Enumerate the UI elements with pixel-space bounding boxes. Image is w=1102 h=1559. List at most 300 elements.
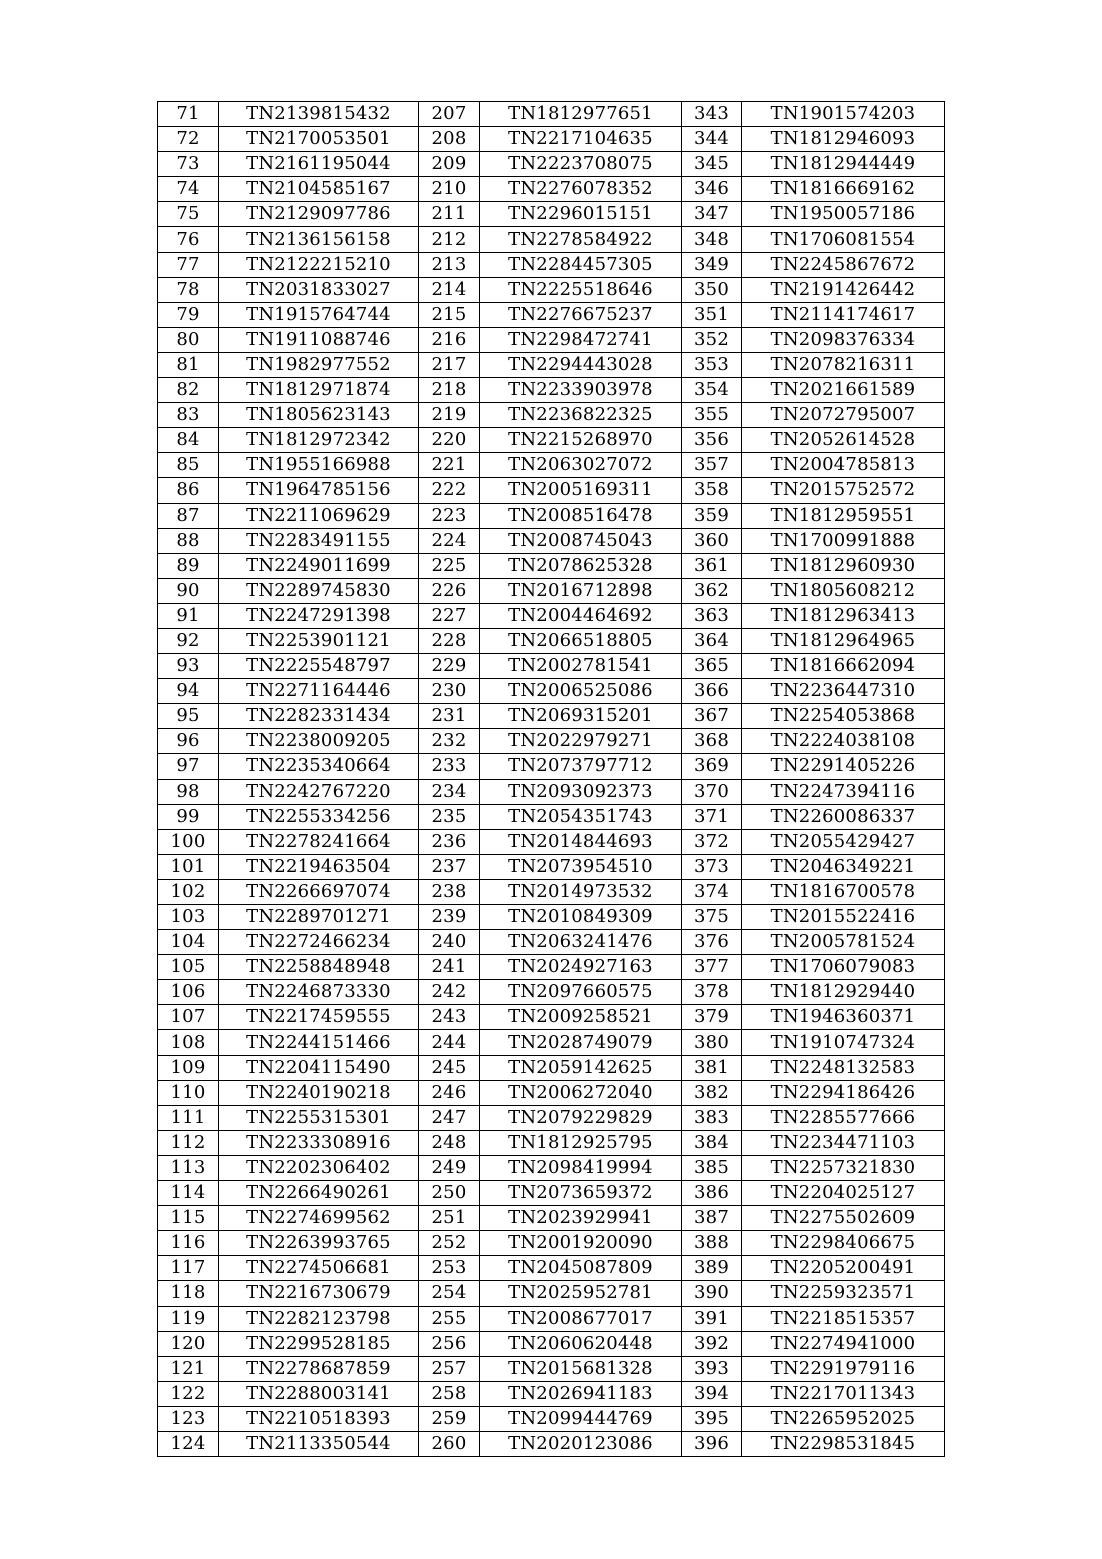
tn-code-cell: TN2024927163 — [480, 955, 682, 980]
serial-number-cell: 122 — [158, 1381, 219, 1406]
serial-number-cell: 249 — [419, 1155, 480, 1180]
tn-code-cell: TN2246873330 — [219, 980, 419, 1005]
tn-code-cell: TN2204025127 — [742, 1181, 945, 1206]
serial-number-cell: 227 — [419, 603, 480, 628]
tn-code-cell: TN2289745830 — [219, 578, 419, 603]
tn-code-cell: TN2274699562 — [219, 1206, 419, 1231]
serial-number-cell: 96 — [158, 729, 219, 754]
serial-number-cell: 221 — [419, 453, 480, 478]
tn-code-cell: TN1706079083 — [742, 955, 945, 980]
serial-number-cell: 111 — [158, 1105, 219, 1130]
serial-number-cell: 100 — [158, 829, 219, 854]
tn-code-cell: TN2060620448 — [480, 1331, 682, 1356]
tn-code-cell: TN2004464692 — [480, 603, 682, 628]
table-row — [158, 277, 945, 302]
table-row — [158, 327, 945, 352]
serial-number-cell: 244 — [419, 1030, 480, 1055]
tn-code-cell: TN2001920090 — [480, 1231, 682, 1256]
serial-number-cell: 252 — [419, 1231, 480, 1256]
tn-code-cell: TN2291979116 — [742, 1356, 945, 1381]
serial-number-cell: 102 — [158, 879, 219, 904]
serial-number-cell: 375 — [682, 905, 742, 930]
tn-code-cell: TN1805608212 — [742, 578, 945, 603]
serial-number-cell: 242 — [419, 980, 480, 1005]
tn-code-cell: TN2238009205 — [219, 729, 419, 754]
serial-number-cell: 256 — [419, 1331, 480, 1356]
tn-code-cell: TN2259323571 — [742, 1281, 945, 1306]
table-row — [158, 1055, 945, 1080]
tn-code-cell: TN1955166988 — [219, 453, 419, 478]
serial-number-cell: 219 — [419, 403, 480, 428]
serial-number-cell: 367 — [682, 704, 742, 729]
tn-code-cell: TN1812963413 — [742, 603, 945, 628]
serial-number-cell: 232 — [419, 729, 480, 754]
table-row — [158, 578, 945, 603]
tn-code-cell: TN2283491155 — [219, 528, 419, 553]
serial-number-cell: 106 — [158, 980, 219, 1005]
tn-code-cell: TN2234471103 — [742, 1130, 945, 1155]
tn-code-cell: TN1946360371 — [742, 1005, 945, 1030]
table-row — [158, 879, 945, 904]
tn-code-cell: TN2245867672 — [742, 252, 945, 277]
serial-number-cell: 209 — [419, 152, 480, 177]
tn-code-cell: TN2275502609 — [742, 1206, 945, 1231]
serial-number-cell: 379 — [682, 1005, 742, 1030]
serial-number-cell: 235 — [419, 804, 480, 829]
tn-code-cell: TN2016712898 — [480, 578, 682, 603]
tn-code-cell: TN1950057186 — [742, 202, 945, 227]
serial-number-cell: 373 — [682, 854, 742, 879]
table-row — [158, 1331, 945, 1356]
tn-code-cell: TN2079229829 — [480, 1105, 682, 1130]
tn-code-cell: TN2002781541 — [480, 654, 682, 679]
table-row — [158, 704, 945, 729]
serial-number-cell: 103 — [158, 905, 219, 930]
tn-code-cell: TN2008516478 — [480, 503, 682, 528]
tn-code-cell: TN2288003141 — [219, 1381, 419, 1406]
tn-code-cell: TN2274506681 — [219, 1256, 419, 1281]
tn-code-cell: TN2093092373 — [480, 779, 682, 804]
tn-code-cell: TN2278584922 — [480, 227, 682, 252]
serial-number-cell: 123 — [158, 1406, 219, 1431]
table-row — [158, 202, 945, 227]
serial-number-cell: 229 — [419, 654, 480, 679]
tn-code-cell: TN2235340664 — [219, 754, 419, 779]
table-row — [158, 905, 945, 930]
serial-number-cell: 253 — [419, 1256, 480, 1281]
serial-number-cell: 212 — [419, 227, 480, 252]
serial-number-cell: 77 — [158, 252, 219, 277]
serial-number-cell: 352 — [682, 327, 742, 352]
table-row — [158, 302, 945, 327]
table-row — [158, 930, 945, 955]
tn-code-cell: TN2063241476 — [480, 930, 682, 955]
table-row — [158, 352, 945, 377]
tn-code-cell: TN2278241664 — [219, 829, 419, 854]
serial-number-cell: 71 — [158, 102, 219, 127]
serial-number-cell: 90 — [158, 578, 219, 603]
serial-number-cell: 210 — [419, 177, 480, 202]
tn-code-cell: TN1812977651 — [480, 102, 682, 127]
table-row — [158, 654, 945, 679]
tn-code-cell: TN2254053868 — [742, 704, 945, 729]
tn-code-cell: TN1911088746 — [219, 327, 419, 352]
serial-number-cell: 386 — [682, 1181, 742, 1206]
tn-code-cell: TN2055429427 — [742, 829, 945, 854]
tn-code-cell: TN1812929440 — [742, 980, 945, 1005]
tn-code-cell: TN2271164446 — [219, 679, 419, 704]
tn-code-cell: TN2063027072 — [480, 453, 682, 478]
tn-code-cell: TN2097660575 — [480, 980, 682, 1005]
table-row — [158, 679, 945, 704]
tn-code-cell: TN2004785813 — [742, 453, 945, 478]
tn-code-cell: TN2072795007 — [742, 403, 945, 428]
tn-code-cell: TN1812964965 — [742, 628, 945, 653]
tn-code-cell: TN2218515357 — [742, 1306, 945, 1331]
tn-code-cell: TN2298406675 — [742, 1231, 945, 1256]
tn-code-cell: TN1700991888 — [742, 528, 945, 553]
tn-code-cell: TN2289701271 — [219, 905, 419, 930]
tn-code-cell: TN2026941183 — [480, 1381, 682, 1406]
table-row — [158, 628, 945, 653]
tn-code-cell: TN2098419994 — [480, 1155, 682, 1180]
serial-number-cell: 396 — [682, 1431, 742, 1456]
table-row — [158, 503, 945, 528]
serial-number-cell: 79 — [158, 302, 219, 327]
table-row — [158, 754, 945, 779]
table-row — [158, 1356, 945, 1381]
serial-number-cell: 387 — [682, 1206, 742, 1231]
serial-number-cell: 394 — [682, 1381, 742, 1406]
tn-code-cell: TN2202306402 — [219, 1155, 419, 1180]
table-row — [158, 1306, 945, 1331]
serial-number-cell: 378 — [682, 980, 742, 1005]
serial-number-cell: 355 — [682, 403, 742, 428]
serial-number-cell: 237 — [419, 854, 480, 879]
tn-code-cell: TN2129097786 — [219, 202, 419, 227]
table-row — [158, 1030, 945, 1055]
tn-code-cell: TN2258848948 — [219, 955, 419, 980]
serial-number-cell: 380 — [682, 1030, 742, 1055]
serial-number-cell: 347 — [682, 202, 742, 227]
tn-code-cell: TN2073797712 — [480, 754, 682, 779]
table-row — [158, 1281, 945, 1306]
tn-code-cell: TN2015681328 — [480, 1356, 682, 1381]
serial-number-cell: 115 — [158, 1206, 219, 1231]
table-row — [158, 1231, 945, 1256]
serial-number-cell: 216 — [419, 327, 480, 352]
serial-number-cell: 251 — [419, 1206, 480, 1231]
tn-code-cell: TN2217104635 — [480, 127, 682, 152]
tn-code-cell: TN2215268970 — [480, 428, 682, 453]
tn-code-cell: TN2170053501 — [219, 127, 419, 152]
tn-code-cell: TN2255334256 — [219, 804, 419, 829]
tn-code-cell: TN2260086337 — [742, 804, 945, 829]
serial-number-cell: 247 — [419, 1105, 480, 1130]
serial-number-cell: 371 — [682, 804, 742, 829]
serial-number-cell: 238 — [419, 879, 480, 904]
serial-number-cell: 85 — [158, 453, 219, 478]
serial-number-cell: 236 — [419, 829, 480, 854]
serial-number-cell: 392 — [682, 1331, 742, 1356]
serial-number-cell: 94 — [158, 679, 219, 704]
table-row — [158, 804, 945, 829]
table-row — [158, 378, 945, 403]
tn-code-cell: TN2078625328 — [480, 553, 682, 578]
serial-number-cell: 389 — [682, 1256, 742, 1281]
serial-number-cell: 383 — [682, 1105, 742, 1130]
table-row — [158, 177, 945, 202]
serial-number-cell: 240 — [419, 930, 480, 955]
serial-number-cell: 370 — [682, 779, 742, 804]
serial-number-cell: 363 — [682, 603, 742, 628]
serial-number-cell: 362 — [682, 578, 742, 603]
tn-code-cell: TN2249011699 — [219, 553, 419, 578]
serial-number-cell: 233 — [419, 754, 480, 779]
serial-number-cell: 76 — [158, 227, 219, 252]
serial-number-cell: 255 — [419, 1306, 480, 1331]
tn-code-cell: TN1812959551 — [742, 503, 945, 528]
table-row — [158, 829, 945, 854]
tn-code-cell: TN2054351743 — [480, 804, 682, 829]
tn-code-cell: TN2122215210 — [219, 252, 419, 277]
tn-code-cell: TN1915764744 — [219, 302, 419, 327]
table-row — [158, 453, 945, 478]
serial-number-cell: 117 — [158, 1256, 219, 1281]
serial-number-cell: 353 — [682, 352, 742, 377]
tn-code-cell: TN2059142625 — [480, 1055, 682, 1080]
serial-number-cell: 234 — [419, 779, 480, 804]
serial-number-cell: 357 — [682, 453, 742, 478]
tn-code-cell: TN1812971874 — [219, 378, 419, 403]
serial-number-cell: 108 — [158, 1030, 219, 1055]
tn-code-cell: TN2006525086 — [480, 679, 682, 704]
tn-code-cell: TN2257321830 — [742, 1155, 945, 1180]
serial-number-cell: 374 — [682, 879, 742, 904]
tn-code-cell: TN1812944449 — [742, 152, 945, 177]
tn-code-cell: TN2233903978 — [480, 378, 682, 403]
tn-code-cell: TN2248132583 — [742, 1055, 945, 1080]
serial-number-cell: 231 — [419, 704, 480, 729]
tn-code-cell: TN2282123798 — [219, 1306, 419, 1331]
serial-number-cell: 217 — [419, 352, 480, 377]
table-row — [158, 403, 945, 428]
serial-number-cell: 116 — [158, 1231, 219, 1256]
serial-number-cell: 259 — [419, 1406, 480, 1431]
tn-code-cell: TN2023929941 — [480, 1206, 682, 1231]
serial-number-cell: 97 — [158, 754, 219, 779]
tn-code-cell: TN2136156158 — [219, 227, 419, 252]
tn-code-cell: TN2255315301 — [219, 1105, 419, 1130]
tn-code-cell: TN2009258521 — [480, 1005, 682, 1030]
serial-number-cell: 228 — [419, 628, 480, 653]
serial-number-cell: 226 — [419, 578, 480, 603]
table-row — [158, 227, 945, 252]
table-row — [158, 1080, 945, 1105]
serial-number-cell: 372 — [682, 829, 742, 854]
serial-number-cell: 207 — [419, 102, 480, 127]
serial-number-cell: 124 — [158, 1431, 219, 1456]
tn-code-cell: TN2266697074 — [219, 879, 419, 904]
serial-number-cell: 384 — [682, 1130, 742, 1155]
serial-number-cell: 348 — [682, 227, 742, 252]
table-row — [158, 955, 945, 980]
tn-code-cell: TN2008745043 — [480, 528, 682, 553]
table-row — [158, 127, 945, 152]
tn-code-cell: TN2291405226 — [742, 754, 945, 779]
serial-number-cell: 72 — [158, 127, 219, 152]
serial-number-cell: 118 — [158, 1281, 219, 1306]
table-row — [158, 779, 945, 804]
tn-code-cell: TN2104585167 — [219, 177, 419, 202]
tn-code-cell: TN1964785156 — [219, 478, 419, 503]
serial-number-cell: 112 — [158, 1130, 219, 1155]
tn-code-cell: TN2006272040 — [480, 1080, 682, 1105]
tn-code-cell: TN2236447310 — [742, 679, 945, 704]
tn-code-cell: TN2005781524 — [742, 930, 945, 955]
serial-number-cell: 78 — [158, 277, 219, 302]
serial-number-cell: 381 — [682, 1055, 742, 1080]
table-row — [158, 854, 945, 879]
serial-number-cell: 80 — [158, 327, 219, 352]
tn-code-cell: TN2073954510 — [480, 854, 682, 879]
serial-number-cell: 360 — [682, 528, 742, 553]
tn-code-cell: TN2294186426 — [742, 1080, 945, 1105]
serial-number-cell: 365 — [682, 654, 742, 679]
tn-code-cell: TN2204115490 — [219, 1055, 419, 1080]
tn-code-cell: TN2098376334 — [742, 327, 945, 352]
tn-code-cell: TN2099444769 — [480, 1406, 682, 1431]
serial-number-cell: 218 — [419, 378, 480, 403]
table-row — [158, 1406, 945, 1431]
serial-number-cell: 119 — [158, 1306, 219, 1331]
table-row — [158, 528, 945, 553]
serial-number-cell: 214 — [419, 277, 480, 302]
tn-code-cell: TN2021661589 — [742, 378, 945, 403]
serial-number-cell: 361 — [682, 553, 742, 578]
tn-code-cell: TN2073659372 — [480, 1181, 682, 1206]
tn-code-cell: TN2114174617 — [742, 302, 945, 327]
tn-code-cell: TN2272466234 — [219, 930, 419, 955]
tn-code-cell: TN2078216311 — [742, 352, 945, 377]
serial-number-cell: 98 — [158, 779, 219, 804]
serial-number-cell: 390 — [682, 1281, 742, 1306]
table-row — [158, 1181, 945, 1206]
serial-number-cell: 369 — [682, 754, 742, 779]
tn-code-cell: TN2217011343 — [742, 1381, 945, 1406]
table-body — [158, 102, 945, 1457]
serial-number-cell: 385 — [682, 1155, 742, 1180]
tn-code-cell: TN2242767220 — [219, 779, 419, 804]
table-row — [158, 252, 945, 277]
table-row — [158, 603, 945, 628]
tn-code-cell: TN2022979271 — [480, 729, 682, 754]
tn-code-cell: TN2020123086 — [480, 1431, 682, 1456]
serial-number-cell: 91 — [158, 603, 219, 628]
serial-number-cell: 368 — [682, 729, 742, 754]
serial-number-cell: 110 — [158, 1080, 219, 1105]
serial-number-cell: 74 — [158, 177, 219, 202]
tn-code-cell: TN2045087809 — [480, 1256, 682, 1281]
serial-number-cell: 388 — [682, 1231, 742, 1256]
tn-code-cell: TN2066518805 — [480, 628, 682, 653]
serial-number-cell: 99 — [158, 804, 219, 829]
tn-code-cell: TN2210518393 — [219, 1406, 419, 1431]
tn-code-cell: TN1910747324 — [742, 1030, 945, 1055]
serial-number-cell: 354 — [682, 378, 742, 403]
tn-code-cell: TN2224038108 — [742, 729, 945, 754]
tn-code-cell: TN2298472741 — [480, 327, 682, 352]
tn-code-cell: TN1812946093 — [742, 127, 945, 152]
serial-number-cell: 246 — [419, 1080, 480, 1105]
serial-number-cell: 356 — [682, 428, 742, 453]
tn-code-cell: TN1816700578 — [742, 879, 945, 904]
tn-code-cell: TN2052614528 — [742, 428, 945, 453]
serial-number-cell: 92 — [158, 628, 219, 653]
serial-number-cell: 73 — [158, 152, 219, 177]
serial-number-cell: 350 — [682, 277, 742, 302]
tn-code-cell: TN2274941000 — [742, 1331, 945, 1356]
tn-code-cell: TN2263993765 — [219, 1231, 419, 1256]
serial-number-cell: 105 — [158, 955, 219, 980]
serial-number-cell: 230 — [419, 679, 480, 704]
serial-number-cell: 260 — [419, 1431, 480, 1456]
tn-code-cell: TN1812960930 — [742, 553, 945, 578]
tn-code-cell: TN2014973532 — [480, 879, 682, 904]
serial-number-cell: 213 — [419, 252, 480, 277]
tn-code-cell: TN2014844693 — [480, 829, 682, 854]
tn-code-cell: TN2299528185 — [219, 1331, 419, 1356]
serial-number-cell: 257 — [419, 1356, 480, 1381]
tn-code-cell: TN2005169311 — [480, 478, 682, 503]
tn-code-cell: TN2266490261 — [219, 1181, 419, 1206]
serial-number-cell: 82 — [158, 378, 219, 403]
tn-code-cell: TN2294443028 — [480, 352, 682, 377]
serial-number-cell: 358 — [682, 478, 742, 503]
tn-code-cell: TN1812972342 — [219, 428, 419, 453]
tn-code-cell: TN1816662094 — [742, 654, 945, 679]
tn-code-cell: TN2278687859 — [219, 1356, 419, 1381]
table-row — [158, 152, 945, 177]
serial-number-cell: 243 — [419, 1005, 480, 1030]
tn-code-cell: TN2225518646 — [480, 277, 682, 302]
tn-code-cell: TN1816669162 — [742, 177, 945, 202]
table-row — [158, 1155, 945, 1180]
serial-number-cell: 241 — [419, 955, 480, 980]
serial-number-cell: 345 — [682, 152, 742, 177]
tn-code-cell: TN2236822325 — [480, 403, 682, 428]
tn-code-cell: TN2191426442 — [742, 277, 945, 302]
serial-number-cell: 114 — [158, 1181, 219, 1206]
tn-code-cell: TN2031833027 — [219, 277, 419, 302]
serial-number-cell: 86 — [158, 478, 219, 503]
tn-code-cell: TN2161195044 — [219, 152, 419, 177]
tn-code-cell: TN2069315201 — [480, 704, 682, 729]
serial-number-cell: 391 — [682, 1306, 742, 1331]
tn-code-cell: TN2253901121 — [219, 628, 419, 653]
serial-number-cell: 120 — [158, 1331, 219, 1356]
tn-code-cell: TN2276675237 — [480, 302, 682, 327]
tn-code-cell: TN1901574203 — [742, 102, 945, 127]
tn-code-cell: TN2025952781 — [480, 1281, 682, 1306]
table-row — [158, 478, 945, 503]
tn-code-cell: TN2285577666 — [742, 1105, 945, 1130]
tn-code-cell: TN2217459555 — [219, 1005, 419, 1030]
serial-number-cell: 224 — [419, 528, 480, 553]
table-row — [158, 1005, 945, 1030]
serial-number-cell: 222 — [419, 478, 480, 503]
serial-number-cell: 250 — [419, 1181, 480, 1206]
